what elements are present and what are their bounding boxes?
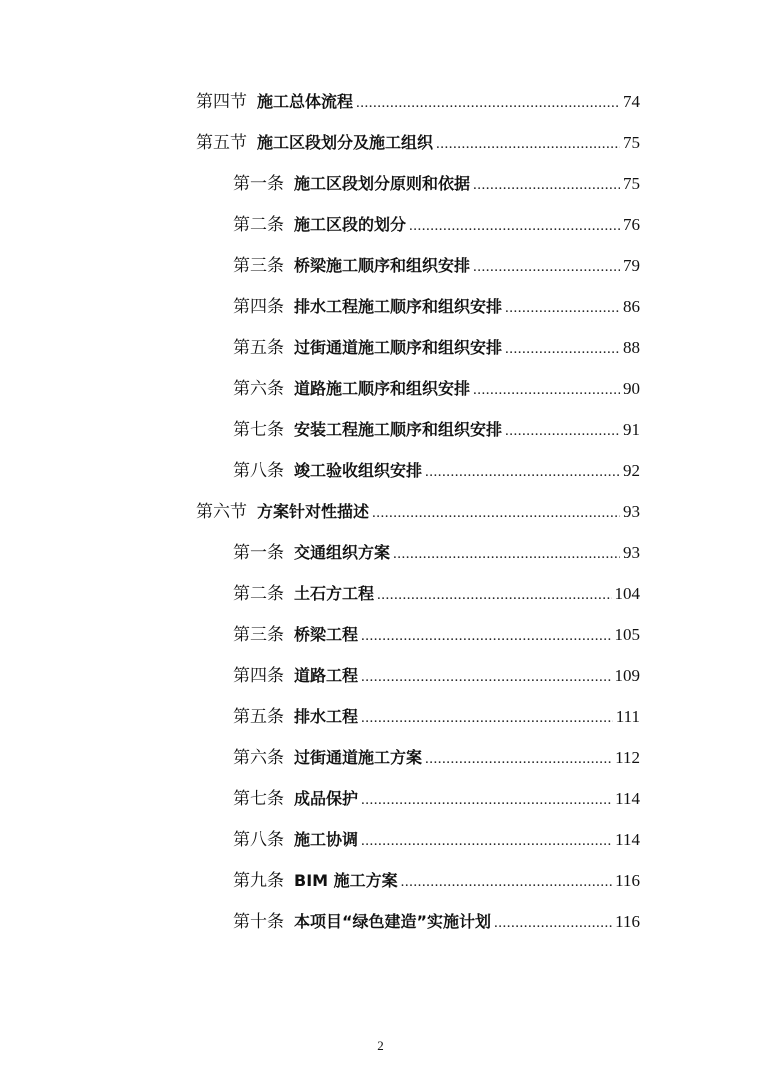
toc-entry-label: 第一条 <box>233 174 284 193</box>
toc-entry-title: 桥梁施工顺序和组织安排 <box>294 256 471 275</box>
toc-entry <box>233 456 640 486</box>
toc-entry <box>233 251 640 281</box>
toc-entry <box>233 907 640 937</box>
toc-entry-title: 排水工程施工顺序和组织安排 <box>294 297 503 316</box>
leader-dots <box>505 416 620 446</box>
toc-entry-page: 116 <box>615 871 640 890</box>
toc-entry-label: 第四条 <box>233 666 284 685</box>
toc-entry-label: 第一条 <box>233 543 284 562</box>
toc-entry <box>196 87 640 117</box>
leader-dots <box>361 826 612 856</box>
toc-entry-label: 第七条 <box>233 789 284 808</box>
leader-dots <box>401 867 612 897</box>
toc-entry <box>233 702 640 732</box>
toc-entry-page: 86 <box>623 297 640 316</box>
leader-dots <box>377 580 611 610</box>
toc-entry-title: 排水工程 <box>294 707 359 726</box>
toc-entry-page: 90 <box>623 379 640 398</box>
leader-dots <box>473 170 620 200</box>
toc-entry <box>233 661 640 691</box>
leader-dots <box>361 703 613 733</box>
toc-entry-page: 111 <box>615 707 640 726</box>
toc-entry <box>196 497 640 527</box>
leader-dots <box>361 662 611 692</box>
leader-dots <box>494 908 612 938</box>
toc-entry-label: 第八条 <box>233 461 284 480</box>
toc-entry-title: 施工区段划分原则和依据 <box>294 174 471 193</box>
toc-entry <box>233 415 640 445</box>
toc-entry-page: 114 <box>615 789 640 808</box>
toc-entry-label: 第九条 <box>233 871 284 890</box>
toc-entry-title: BIM 施工方案 <box>294 871 398 890</box>
toc-entry <box>233 579 640 609</box>
toc-entry-page: 79 <box>623 256 640 275</box>
toc-entry-label: 第七条 <box>233 420 284 439</box>
toc-entry-page: 92 <box>623 461 640 480</box>
toc-entry-title: 施工区段划分及施工组织 <box>257 133 434 152</box>
toc-entry-page: 114 <box>615 830 640 849</box>
toc-entry <box>233 169 640 199</box>
toc-entry <box>233 333 640 363</box>
toc-entry-label: 第四节 <box>196 92 247 111</box>
toc-entry <box>233 210 640 240</box>
toc-entry-title: 施工协调 <box>294 830 359 849</box>
leader-dots <box>505 293 620 323</box>
toc-entry-label: 第六条 <box>233 748 284 767</box>
toc-entry-label: 第六条 <box>233 379 284 398</box>
toc-entry-title: 交通组织方案 <box>294 543 391 562</box>
toc-entry-page: 93 <box>623 502 640 521</box>
toc-entry-page: 91 <box>623 420 640 439</box>
toc-entry-label: 第三条 <box>233 256 284 275</box>
toc-entry-title: 安装工程施工顺序和组织安排 <box>294 420 503 439</box>
toc-entry-page: 109 <box>614 666 640 685</box>
toc-entry-page: 116 <box>615 912 640 931</box>
toc-entry-page: 74 <box>623 92 640 111</box>
toc-entry <box>233 538 640 568</box>
toc-entry-page: 104 <box>614 584 640 603</box>
toc-entry <box>233 292 640 322</box>
toc-entry-title: 施工总体流程 <box>257 92 354 111</box>
toc-entry-label: 第八条 <box>233 830 284 849</box>
leader-dots <box>409 211 620 241</box>
toc-entry-page: 75 <box>623 174 640 193</box>
toc-entry-label: 第六节 <box>196 502 247 521</box>
leader-dots <box>505 334 620 364</box>
leader-dots <box>361 785 612 815</box>
leader-dots <box>425 744 612 774</box>
toc-entry-title: 土石方工程 <box>294 584 375 603</box>
leader-dots <box>436 129 620 159</box>
leader-dots <box>356 88 620 118</box>
toc-entry-page: 76 <box>623 215 640 234</box>
toc-entry <box>233 743 640 773</box>
leader-dots <box>361 621 611 651</box>
leader-dots <box>393 539 620 569</box>
toc-entry-title: 成品保护 <box>294 789 359 808</box>
toc-entry-label: 第二条 <box>233 215 284 234</box>
toc-entry-title: 道路工程 <box>294 666 359 685</box>
toc-entry-label: 第五节 <box>196 133 247 152</box>
toc-entry-label: 第三条 <box>233 625 284 644</box>
toc-entry-page: 93 <box>623 543 640 562</box>
leader-dots <box>425 457 620 487</box>
toc-entry-title: 过街通道施工方案 <box>294 748 423 767</box>
toc-entry-title: 竣工验收组织安排 <box>294 461 423 480</box>
toc-entry-title: 方案针对性描述 <box>257 502 370 521</box>
toc-entry-label: 第四条 <box>233 297 284 316</box>
toc-entry-label: 第五条 <box>233 707 284 726</box>
toc-entry-label: 第二条 <box>233 584 284 603</box>
toc-entry-page: 88 <box>623 338 640 357</box>
leader-dots <box>473 252 620 282</box>
toc-entry-page: 105 <box>614 625 640 644</box>
toc-entry-title: 施工区段的划分 <box>294 215 407 234</box>
toc-entry-page: 75 <box>623 133 640 152</box>
toc-entry-label: 第十条 <box>233 912 284 931</box>
toc-entry <box>233 866 640 896</box>
toc-entry <box>233 374 640 404</box>
toc-entry <box>233 620 640 650</box>
toc-entry-title: 本项目“绿色建造”实施计划 <box>294 912 492 931</box>
toc-entry-title: 桥梁工程 <box>294 625 359 644</box>
toc-entry-page: 112 <box>615 748 640 767</box>
leader-dots <box>473 375 620 405</box>
toc-entry-title: 道路施工顺序和组织安排 <box>294 379 471 398</box>
page-number: 2 <box>377 1038 384 1053</box>
toc-entry-title: 过街通道施工顺序和组织安排 <box>294 338 503 357</box>
toc-entry <box>233 784 640 814</box>
leader-dots <box>372 498 620 528</box>
toc-entry <box>233 825 640 855</box>
toc-entry-label: 第五条 <box>233 338 284 357</box>
toc-entry <box>196 128 640 158</box>
